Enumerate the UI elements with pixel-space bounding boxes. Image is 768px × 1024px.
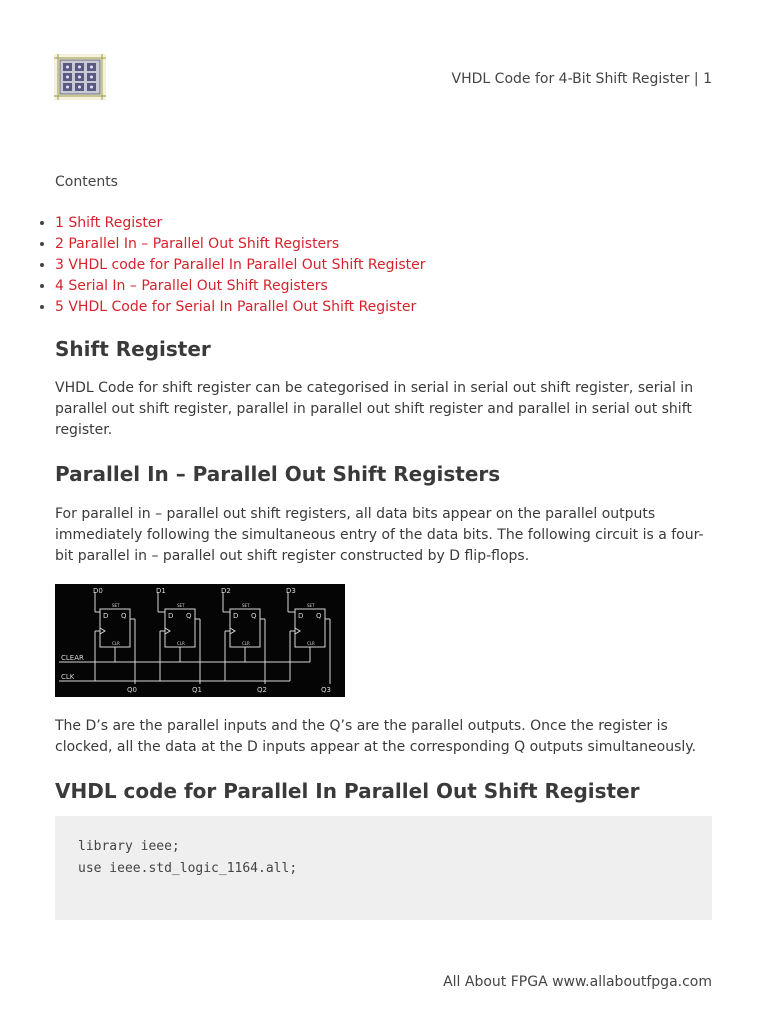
- circuit-input-d1: D1: [156, 587, 166, 595]
- ff1-q-pin: Q: [186, 612, 192, 620]
- ff2-q-pin: Q: [251, 612, 257, 620]
- page-footer: All About FPGA www.allaboutfpga.com: [443, 974, 712, 990]
- ff1-set-pin: SET: [177, 603, 185, 608]
- running-header: VHDL Code for 4-Bit Shift Register | 1: [451, 71, 712, 87]
- ff0-clr-pin: CLR: [112, 641, 120, 646]
- ff3-q-pin: Q: [316, 612, 322, 620]
- code-content: [55, 816, 712, 880]
- ff2-set-pin: SET: [242, 603, 250, 608]
- circuit-output-q0: Q0: [127, 686, 137, 694]
- circuit-output-q3: Q3: [321, 686, 331, 694]
- heading-pipo: Parallel In – Parallel Out Shift Registers: [55, 462, 501, 486]
- code-line: use ieee.std_logic_1164.all;: [78, 861, 298, 876]
- ff2-d-pin: D: [233, 612, 239, 620]
- heading-shift-register: Shift Register: [55, 337, 211, 361]
- ff0-q-pin: Q: [121, 612, 127, 620]
- paragraph-shift-register: VHDL Code for shift register can be categorised in serial in serial out shift register, serial in parallel out shift register, parallel in parallel out shift register and parallel in serial out shift register.: [55, 380, 694, 438]
- code-line: library ieee;: [78, 839, 180, 854]
- paragraph-pipo-explanation: The D’s are the parallel inputs and the Q’s are the parallel outputs. Once the register is clocked, all the data at the D inputs appear at the corresponding Q outputs simultaneously.: [55, 718, 697, 755]
- contents-label: Contents: [55, 174, 118, 190]
- paragraph-pipo-intro: For parallel in – parallel out shift registers, all data bits appear on the parallel outputs immediately following the simultaneous entry of the data bits. The following circuit is a four-bit parallel in – parallel out shift register constructed by D flip-flops.: [55, 506, 704, 564]
- ff1-d-pin: D: [168, 612, 174, 620]
- toc-item: [55, 255, 426, 276]
- circuit-clear-label: CLEAR: [61, 654, 84, 662]
- ff0-set-pin: SET: [112, 603, 120, 608]
- circuit-output-q1: Q1: [192, 686, 202, 694]
- ff1-clr-pin: CLR: [177, 641, 185, 646]
- ff3-clr-pin: CLR: [307, 641, 315, 646]
- toc-link-sipo[interactable]: 4 Serial In – Parallel Out Shift Registers: [55, 278, 328, 294]
- toc-item: [55, 297, 426, 318]
- circuit-input-d2: D2: [221, 587, 231, 595]
- ff2-clr-pin: CLR: [242, 641, 250, 646]
- site-logo-chip-icon: [54, 54, 106, 100]
- ff3-set-pin: SET: [307, 603, 315, 608]
- toc-link-vhdl-pipo[interactable]: 3 VHDL code for Parallel In Parallel Out Shift Register: [55, 257, 426, 273]
- toc-item: [55, 213, 426, 234]
- table-of-contents: [38, 213, 426, 318]
- code-block: [55, 816, 712, 920]
- toc-link-vhdl-sipo[interactable]: 5 VHDL Code for Serial In Parallel Out Shift Register: [55, 299, 417, 315]
- heading-vhdl-pipo: VHDL code for Parallel In Parallel Out Shift Register: [55, 779, 640, 803]
- ff0-d-pin: D: [103, 612, 109, 620]
- toc-item: [55, 276, 426, 297]
- pipo-circuit-diagram: [55, 584, 345, 697]
- circuit-input-d3: D3: [286, 587, 296, 595]
- toc-link-shift-register[interactable]: 1 Shift Register: [55, 215, 163, 231]
- circuit-output-q2: Q2: [257, 686, 267, 694]
- circuit-clk-label: CLK: [61, 673, 75, 681]
- ff3-d-pin: D: [298, 612, 304, 620]
- toc-item: [55, 234, 426, 255]
- toc-link-pipo[interactable]: 2 Parallel In – Parallel Out Shift Registers: [55, 236, 340, 252]
- circuit-input-d0: D0: [93, 587, 103, 595]
